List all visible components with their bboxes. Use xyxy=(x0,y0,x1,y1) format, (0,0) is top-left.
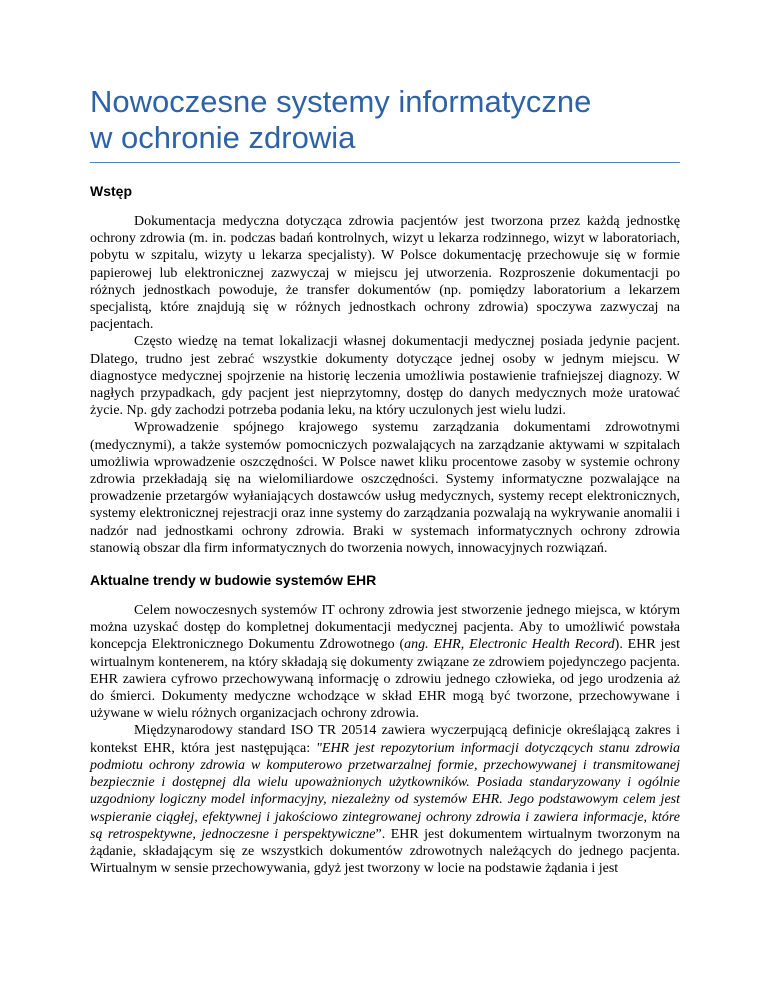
ehr-p2-text-a: Międzynarodowy standard ISO TR 20514 zawiera wyczerpującą definicje określającą zakres i kontekst EHR, która jest następująca: xyxy=(90,723,680,756)
ehr-p2-italic-definition: "EHR jest repozytorium informacji dotyczących stanu zdrowia podmiotu ochrony zdrowia w komputerowo przetwarzalnej formie, przechowywanej i transmitowanej bezpiecznie i dostępnej dla wielu upoważnionych użytkowników. Posiada standaryzowany i ogólnie uzgodniony logiczny model informacyjny, niezależny od systemów EHR. Jego podstawowym celem jest wspieranie ciągłej, efektywnej i jakościowo zintegrowanej ochrony zdrowia i zawiera informacje, które są retrospektywne, jednoczesne i perspektywiczne xyxy=(90,740,680,842)
section-heading-intro: Wstęp xyxy=(90,183,132,199)
document-page xyxy=(90,84,680,877)
ehr-p1-italic: ang. EHR, Electronic Health Record xyxy=(404,637,615,653)
ehr-paragraph-2 xyxy=(90,722,680,877)
intro-paragraph-1: Dokumentacja medyczna dotycząca zdrowia pacjentów jest tworzona przez każdą jednostkę ochrony zdrowia (m. in. podczas badań kontrolnych, wizyt u lekarza rodzinnego, wizyt w laboratoriach, pobytu w szpitalu, wizyty u lekarza specjalisty). W Polsce dokumentację przechowuje się w formie papierowej lub elektronicznej zazwyczaj w miejscu jej utworzenia. Rozproszenie dokumentacji po różnych jednostkach powoduje, że transfer dokumentów (np. pomiędzy laboratorium a lekarzem specjalistą, które znajdują się w różnych jednostkach ochrony zdrowia) spoczywa zazwyczaj na pacjentach. xyxy=(90,214,680,333)
title-line-1: Nowoczesne systemy informatyczne xyxy=(90,84,592,119)
document-title xyxy=(90,84,680,163)
ehr-p2-text-b: ”. EHR jest dokumentem wirtualnym tworzonym na żądanie, składającym się ze wszystkich dokumentów zdrowotnych należących do jednego pacjenta. Wirtualnym w sensie przechowywania, gdyż jest tworzony w locie na podstawie żądania i jest xyxy=(90,826,681,877)
intro-paragraph-3: Wprowadzenie spójnego krajowego systemu zarządzania dokumentami zdrowotnymi (medycznymi), a także systemów pomocniczych pozwalających na zarządzanie aktywami w szpitalach umożliwia wprowadzenie oszczędności. W Polsce nawet kliku procentowe zasoby w systemie ochrony zdrowia przekładają się na wielomiliardowe oszczędności. Systemy informatyczne pozwalające na prowadzenie przetargów wyłaniających dostawców usług medycznych, systemy recept elektronicznych, systemy elektronicznej rejestracji oraz inne systemy do zarządzania pozwalają na wykrywanie anomalii i nadzór nad jednostkami ochrony zdrowia. Braki w systemach informatycznych ochrony zdrowia stanowią obszar dla firm informatycznych do tworzenia nowych, innowacyjnych rozwiązań. xyxy=(90,420,680,556)
title-line-2: w ochronie zdrowia xyxy=(90,120,356,155)
section-heading-ehr-trends: Aktualne trendy w budowie systemów EHR xyxy=(90,572,377,589)
intro-paragraph-2: Często wiedzę na temat lokalizacji własnej dokumentacji medycznej posiada jedynie pacjent. Dlatego, trudno jest zebrać wszystkie dokumenty dotyczące jednej osoby w jednym miejscu. W diagnostyce medycznej spojrzenie na historię leczenia umożliwia postawienie trafniejszej diagnozy. W nagłych przypadkach, gdy pacjent jest nieprzytomny, dostęp do danych medycznych może uratować życie. Np. gdy zachodzi potrzeba podania leku, na który uczulonych jest wielu ludzi. xyxy=(90,334,680,419)
ehr-paragraph-1 xyxy=(90,602,680,722)
ehr-p1-text-b: ). EHR jest wirtualnym kontenerem, na który składają się dokumenty związane ze zdrowiem pojedynczego pacjenta. EHR zawiera cyfrowo przechowywaną informację o zdrowiu jednego człowieka, od jego urodzenia aż do śmierci. Dokumenty medyczne wchodzące w skład EHR mogą być tworzone, przechowywane i używane w wielu różnych organizacjach ochrony zdrowia. xyxy=(90,637,680,722)
ehr-p1-text-a: Celem nowoczesnych systemów IT ochrony zdrowia jest stworzenie jednego miejsca, w którym można uzyskać dostęp do kompletnej dokumentacji medycznej pacjenta. Aby to umożliwić powstała koncepcja Elektronicznego Dokumentu Zdrowotnego ( xyxy=(90,603,680,653)
